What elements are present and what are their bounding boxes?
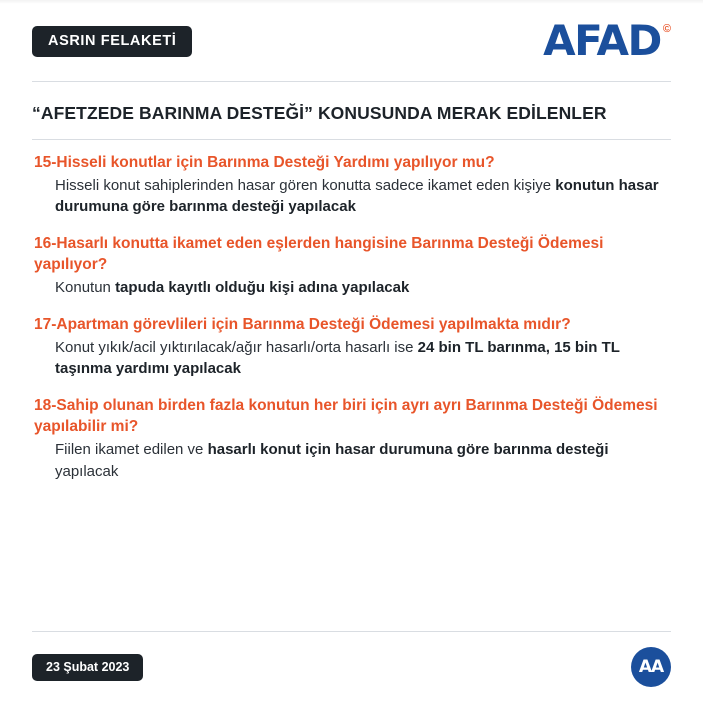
footer	[0, 631, 703, 703]
qa-question: 18-Sahip olunan birden fazla konutun her biri için ayrı ayrı Barınma Desteği Ödemesi yapılabilir mi?	[34, 396, 658, 436]
qa-answer	[34, 337, 669, 380]
qa-answer-emphasis: 24 bin TL barınma, 15 bin TL taşınma yardımı yapılacak	[55, 339, 620, 378]
title-section	[0, 82, 703, 125]
qa-answer	[34, 175, 669, 218]
campaign-badge: ASRIN FELAKETİ	[32, 26, 192, 57]
qa-question: 17-Apartman görevlileri için Barınma Desteği Ödemesi yapılmakta mıdır?	[34, 315, 571, 333]
qa-answer-text: yapılacak	[55, 462, 119, 480]
qa-item	[34, 233, 669, 299]
header	[0, 0, 703, 82]
qa-item	[34, 314, 669, 380]
qa-answer-text: Konutun	[55, 279, 116, 297]
page-title: “AFETZEDE BARINMA DESTEĞİ” KONUSUNDA MERAK EDİLENLER	[32, 103, 607, 123]
qa-answer-text: Fiilen ikamet edilen ve	[55, 441, 208, 459]
qa-answer	[34, 277, 669, 298]
header-divider	[32, 81, 671, 82]
qa-list	[0, 140, 703, 482]
footer-divider	[32, 631, 671, 632]
qa-answer-emphasis: konutun hasar durumuna göre barınma desteği yapılacak	[55, 177, 659, 216]
anadolu-agency-logo-icon: AA	[631, 647, 671, 687]
qa-answer	[34, 439, 669, 482]
qa-answer-emphasis: tapuda kayıtlı olduğu kişi adına yapılacak	[115, 279, 410, 297]
date-badge: 23 Şubat 2023	[32, 654, 143, 681]
qa-item	[34, 152, 669, 218]
qa-question: 15-Hisseli konutlar için Barınma Desteği Yardımı yapılıyor mu?	[34, 153, 495, 171]
qa-answer-text: Konut yıkık/acil yıktırılacak/ağır hasarlı/orta hasarlı ise	[55, 339, 418, 357]
afad-logo-text: AFAD	[543, 16, 661, 66]
qa-question: 16-Hasarlı konutta ikamet eden eşlerden hangisine Barınma Desteği Ödemesi yapılıyor?	[34, 234, 604, 274]
registered-mark-icon: ©	[662, 23, 671, 36]
qa-answer-text: Hisseli konut sahiplerinden hasar gören konutta sadece ikamet eden kişiye	[55, 177, 556, 195]
qa-item	[34, 395, 669, 482]
afad-logo	[543, 16, 671, 66]
qa-answer-emphasis: hasarlı konut için hasar durumuna göre barınma desteği	[207, 441, 609, 459]
